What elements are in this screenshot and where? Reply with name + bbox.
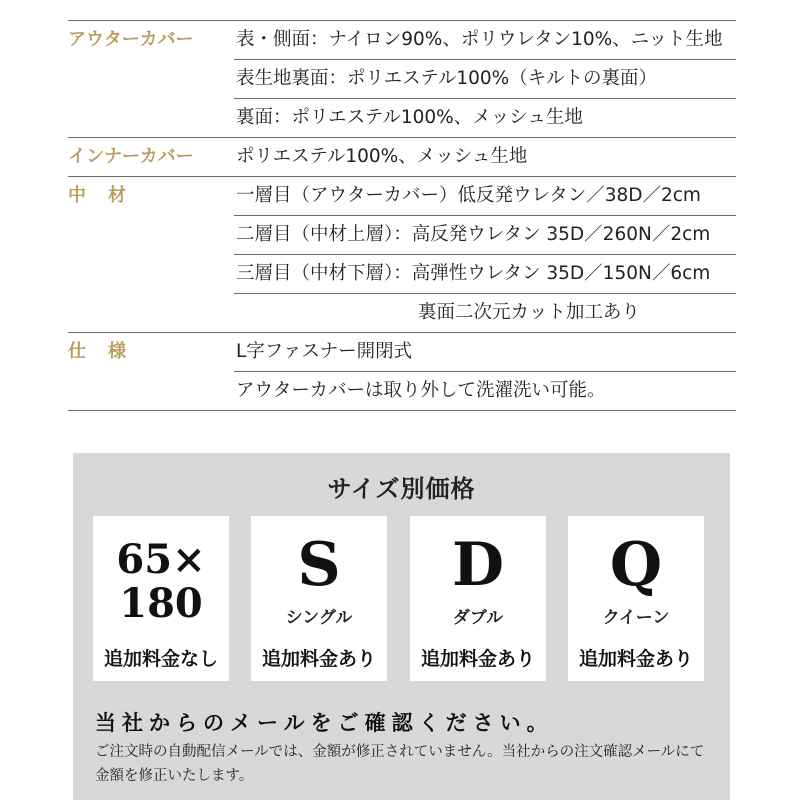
surcharge-note: 追加料金あり <box>578 648 693 670</box>
size-letter: D <box>451 530 505 600</box>
spec-label: インナーカバー <box>68 146 194 167</box>
size-card-queen <box>568 516 704 681</box>
spec-row: 二層目（中材上層）：高反発ウレタン 35D／260N／2cm <box>234 215 736 254</box>
spec-section-filling <box>68 176 736 332</box>
size-label-line: 65× <box>116 536 206 583</box>
size-card-65x180 <box>93 516 229 681</box>
spec-rows <box>234 138 736 176</box>
spec-row: 三層目（中材下層）：高弾性ウレタン 35D／150N／6cm <box>234 254 736 293</box>
spec-label: 中材 <box>68 185 148 206</box>
size-name: シングル <box>285 608 353 628</box>
email-confirm-notice: 当社からのメールをご確認ください。 <box>95 710 554 735</box>
spec-row: ポリエステル100%、メッシュ生地 <box>236 146 528 167</box>
spec-row: 表・側面：ナイロン90%、ポリウレタン10%、ニット生地 <box>236 29 723 50</box>
spec-section-outer-cover <box>68 20 736 137</box>
surcharge-note: 追加料金あり <box>420 648 535 670</box>
size-label-line: 180 <box>119 580 203 627</box>
size-letter: S <box>297 530 341 600</box>
spec-section-inner-cover <box>68 137 736 176</box>
size-letter: Q <box>609 530 663 600</box>
material-spec-table <box>68 20 736 411</box>
panel-title: サイズ別価格 <box>327 475 476 503</box>
spec-row: 裏面二次元カット加工あり <box>234 293 736 332</box>
spec-row: アウターカバーは取り外して洗濯洗い可能。 <box>234 371 736 410</box>
spec-rows <box>234 177 736 332</box>
size-name: ダブル <box>452 608 504 628</box>
spec-label: アウターカバー <box>68 29 194 50</box>
spec-label: 仕様 <box>68 341 148 362</box>
size-name: クイーン <box>602 608 670 628</box>
spec-row: 表生地裏面：ポリエステル100%（キルトの裏面） <box>234 59 736 98</box>
size-card-double <box>410 516 546 681</box>
spec-row: 裏面：ポリエステル100%、メッシュ生地 <box>234 98 736 137</box>
surcharge-note: 追加料金あり <box>261 648 376 670</box>
spec-row: L字ファスナー開閉式 <box>236 341 413 362</box>
price-by-size-panel <box>73 453 730 800</box>
spec-section-specification <box>68 332 736 411</box>
spec-rows <box>234 333 736 410</box>
fine-print: ご注文時の自動配信メールでは、金額が修正されていません。当社からの注文確認メールにて金額を修正いたします。 <box>95 744 705 784</box>
spec-row: 一層目（アウターカバー）低反発ウレタン／38D／2cm <box>236 185 701 206</box>
surcharge-note: 追加料金なし <box>103 648 218 670</box>
size-card-single <box>251 516 387 681</box>
size-label <box>93 538 229 626</box>
spec-rows <box>234 21 736 137</box>
